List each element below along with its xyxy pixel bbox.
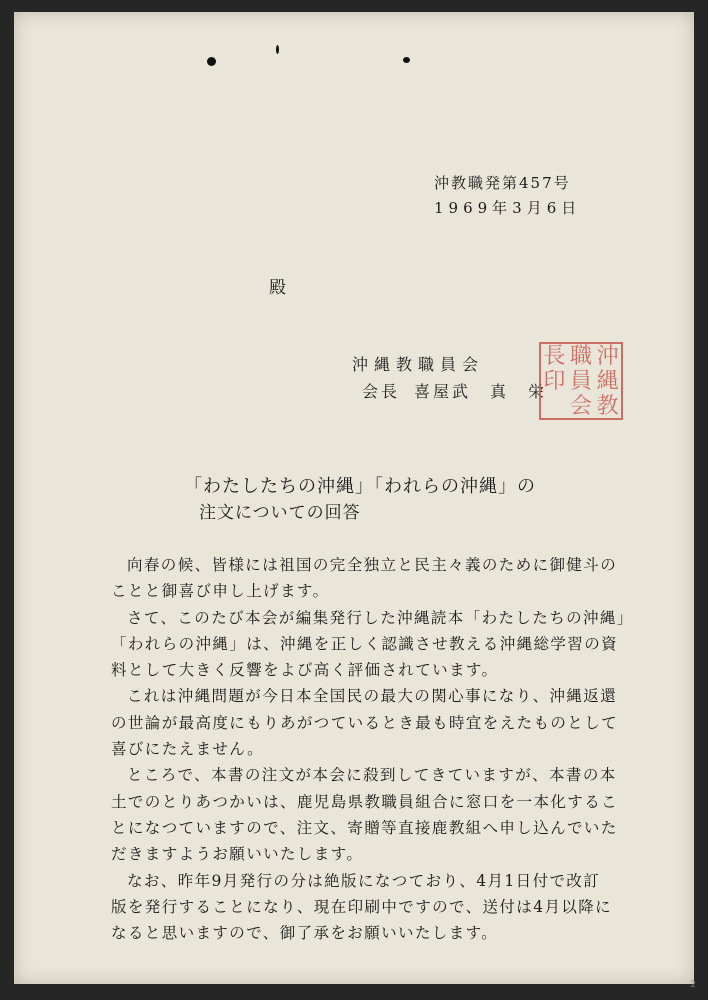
body-line: これは沖縄問題が今日本全国民の最大の関心事になり、沖縄返還 [127,687,618,706]
ink-blot [207,57,216,66]
body-line: 土でのとりあつかいは、鹿児島県教職員組合に窓口を一本化するこ [111,792,619,811]
body-line: 向春の候、皆様には祖国の完全独立と民主々義のために御健斗の [127,556,618,574]
body-line: 料として大きく反響をよび高く評価されています。 [111,661,499,680]
document-date: 1969年3月6日 [434,199,582,217]
document-number: 沖教職発第457号 [434,174,571,192]
sender-name: 喜屋武 真 栄 [414,382,548,401]
sender-signature [362,379,547,402]
sender-title: 会長 [362,382,401,401]
letter-body [111,552,651,946]
body-line: だきますようお願いいたします。 [111,845,364,864]
body-line: ところで、本書の注文が本会に殺到してきていますが、本書の本 [127,766,617,785]
ink-blot [276,45,279,54]
body-line: 版を発行することになり、現在印刷中ですので、送付は4月以降に [111,897,613,916]
paper-sheet [14,12,694,984]
sender-organization: 沖縄教職員会 [352,355,485,374]
subject-line-2: 注文についての回答 [199,503,361,523]
body-line: 「われらの沖縄」は、沖縄を正しく認識させ教える沖縄総学習の資 [111,634,619,653]
body-line: の世論が最高度にもりあがつているとき最も時宜をえたものとして [111,713,619,732]
ink-blot [403,57,410,63]
page-number: 2 [690,980,696,990]
body-line: なお、昨年9月発行の分は絶版になつており、4月1日付で改訂 [127,871,601,890]
body-line: さて、このたび本会が編集発行した沖縄読本「わたしたちの沖縄」 [127,608,634,627]
addressee: 殿 [269,278,286,298]
body-line: なると思いますので、御了承をお願いいたします。 [111,924,499,943]
official-seal: 長 職 沖 印 員 縄 会 教 [539,342,623,420]
body-line: ことと御喜び申し上げます。 [111,582,330,601]
body-line: 喜びにたえません。 [111,740,265,759]
body-line: とになつていますので、注文、寄贈等直接鹿教組へ申し込んでいた [111,818,618,837]
subject-line-1: 「わたしたちの沖縄」「われらの沖縄」の [184,476,536,497]
